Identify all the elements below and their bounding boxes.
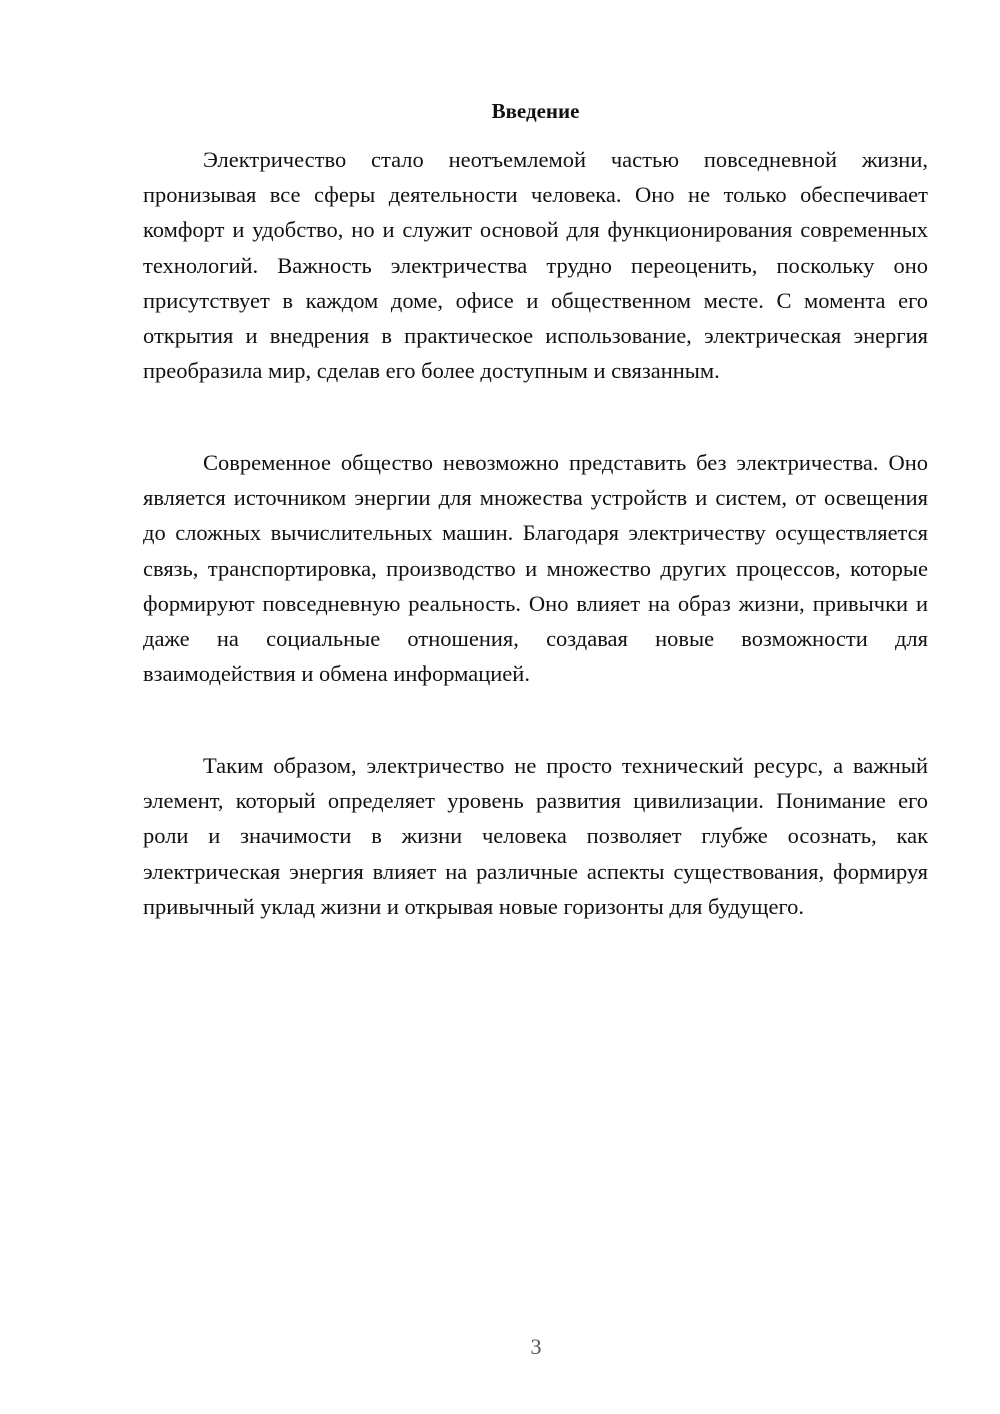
section-title: Введение: [491, 99, 580, 123]
paragraph-3: Таким образом, электричество не просто технический ресурс, а важный элемент, который определяет уровень развития цивилизации. Понимание его роли и значимости в жизни человека позволяет глубже осознать, как электрическая энергия влияет на различные аспекты существования, формируя привычный уклад жизни и открывая новые горизонты для будущего.: [143, 753, 928, 919]
page-number: 3: [530, 1334, 542, 1359]
paragraph-2: Современное общество невозможно представить без электричества. Оно является источником энергии для множества устройств и систем, от освещения до сложных вычислительных машин. Благодаря электричеству осуществляется связь, транспортировка, производство и множество других процессов, которые формируют повседневную реальность. Оно влияет на образ жизни, привычки и даже на социальные отношения, создавая новые возможности для взаимодействия и обмена информацией.: [143, 450, 928, 687]
paragraph-1: Электричество стало неотъемлемой частью повседневной жизни, пронизывая все сферы деятельности человека. Оно не только обеспечивает комфорт и удобство, но и служит основой для функционирования современных технологий. Важность электричества трудно переоценить, поскольку оно присутствует в каждом доме, офисе и общественном месте. С момента его открытия и внедрения в практическое использование, электрическая энергия преобразила мир, сделав его более доступным и связанным.: [143, 147, 928, 384]
